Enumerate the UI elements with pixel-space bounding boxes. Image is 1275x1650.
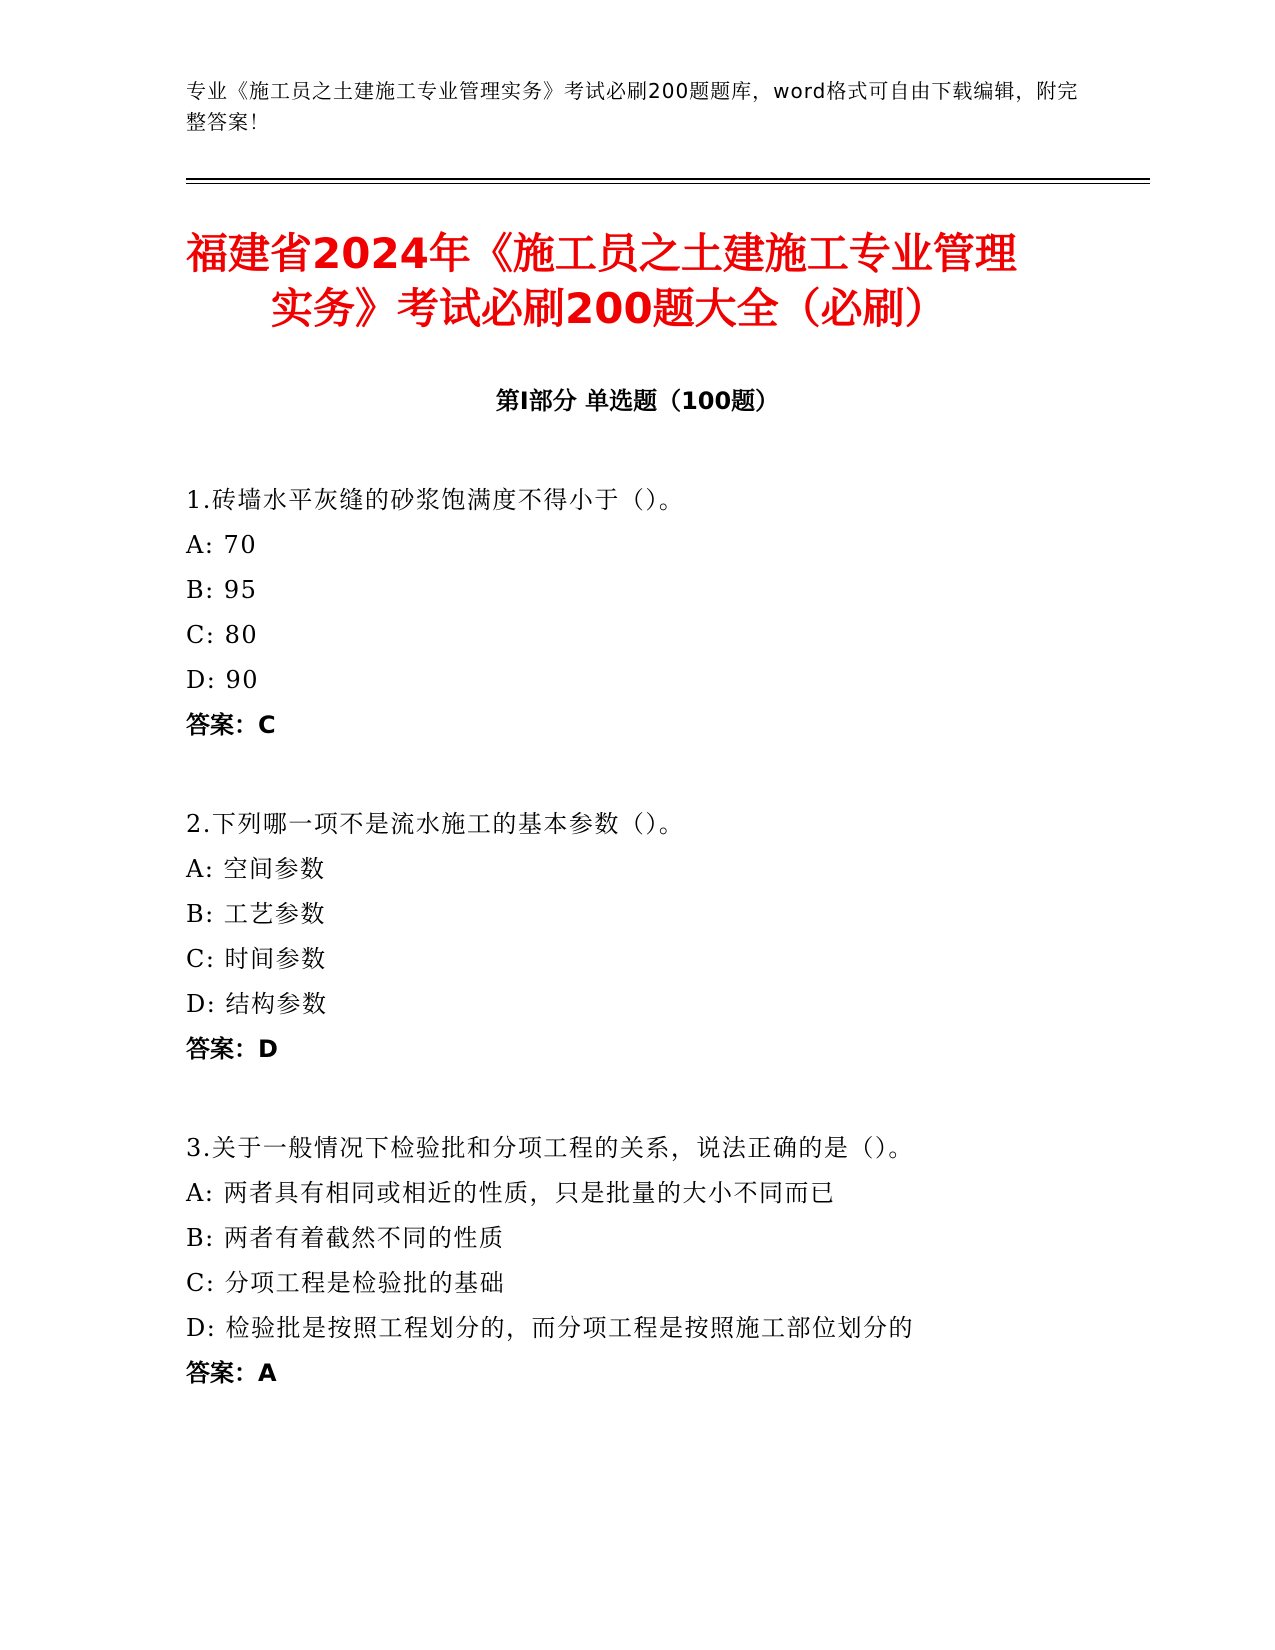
question-1: [186, 478, 1146, 748]
option-d: D: 检验批是按照工程划分的，而分项工程是按照施工部位划分的: [186, 1314, 914, 1342]
option-a: A: 空间参数: [186, 855, 326, 883]
option-a: A: 两者具有相同或相近的性质，只是批量的大小不同而已: [186, 1179, 836, 1207]
option-a: A: 70: [186, 531, 258, 559]
option-d: D: 结构参数: [186, 990, 328, 1018]
option-b: B: 两者有着截然不同的性质: [186, 1224, 505, 1252]
option-c: C: 时间参数: [186, 945, 327, 973]
title-line-2: 实务》考试必刷200题大全（必刷）: [271, 284, 947, 333]
header-divider-thin: [186, 183, 1150, 184]
option-b: B: 95: [186, 576, 258, 604]
question-list: [186, 478, 1146, 1450]
section-heading: 第I部分 单选题（100题）: [495, 387, 780, 415]
option-c: C: 分项工程是检验批的基础: [186, 1269, 506, 1297]
question-stem: 3.关于一般情况下检验批和分项工程的关系，说法正确的是（）。: [186, 1134, 914, 1162]
document-title: [186, 226, 1150, 336]
answer: 答案：A: [186, 1359, 277, 1387]
option-d: D: 90: [186, 666, 259, 694]
question-3: [186, 1126, 1146, 1396]
answer: 答案：D: [186, 1035, 278, 1063]
question-stem: 2.下列哪一项不是流水施工的基本参数（）。: [186, 810, 685, 838]
option-c: C: 80: [186, 621, 259, 649]
title-line-1: 福建省2024年《施工员之土建施工专业管理: [186, 229, 1017, 278]
question-2: [186, 802, 1146, 1072]
option-b: B: 工艺参数: [186, 900, 326, 928]
header-divider-thick: [186, 178, 1150, 180]
question-stem: 1.砖墙水平灰缝的砂浆饱满度不得小于（）。: [186, 486, 685, 514]
answer: 答案：C: [186, 711, 276, 739]
header-note: 专业《施工员之土建施工专业管理实务》考试必刷200题题库，word格式可自由下载编辑，附完整答案！: [186, 79, 1079, 134]
